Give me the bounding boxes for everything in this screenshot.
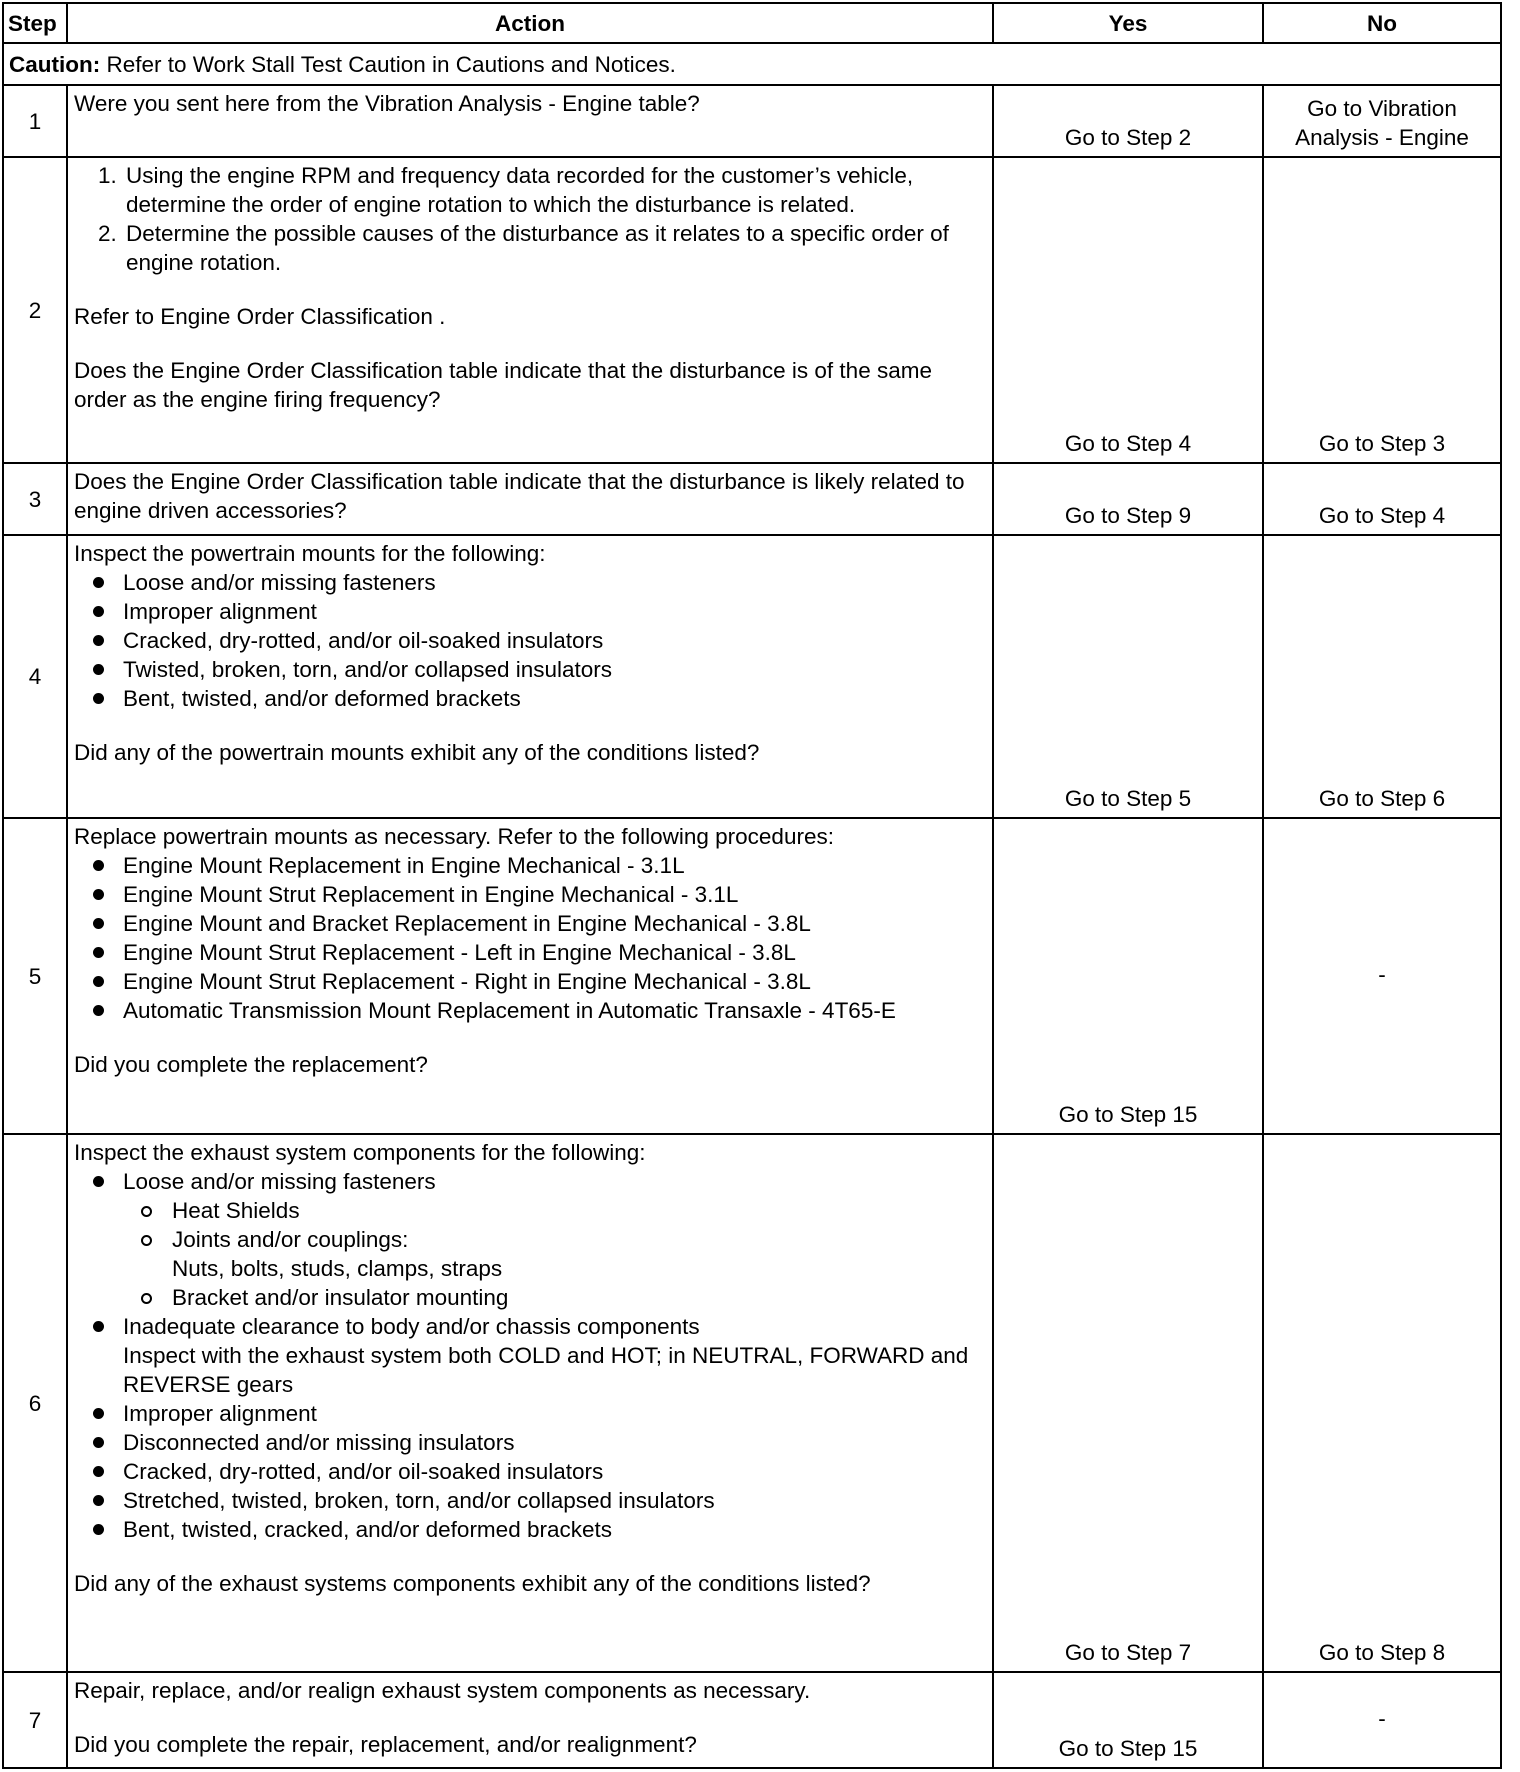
no-result: Go to Step 6 [1263,535,1501,818]
table-row [3,463,1501,535]
list-item: Engine Mount Strut Replacement - Right in Engine Mechanical - 3.8L [74,967,986,996]
caution-row [3,43,1501,85]
list-item: Automatic Transmission Mount Replacement in Automatic Transaxle - 4T65-E [74,996,986,1025]
header-action: Action [67,3,993,43]
list-item: Engine Mount Strut Replacement - Left in Engine Mechanical - 3.8L [74,938,986,967]
sub-list-item [123,1225,986,1283]
sub-list-item-label: Joints and/or couplings: [172,1227,409,1252]
list-item: 2. Determine the possible causes of the disturbance as it relates to a specific order of engine rotation. [123,219,986,277]
step-action [67,535,993,818]
step-number: 1 [3,85,67,157]
step-action [67,157,993,463]
question-text: Were you sent here from the Vibration Analysis - Engine table? [74,91,700,116]
list-item: Disconnected and/or missing insulators [74,1428,986,1457]
sub-list-detail: Nuts, bolts, studs, clamps, straps [172,1256,503,1281]
table-row [3,1134,1501,1672]
list-item [74,1312,986,1399]
intro-text: Replace powertrain mounts as necessary. Refer to the following procedures: [74,824,834,849]
no-result: Go to Step 4 [1263,463,1501,535]
step-action [67,463,993,535]
question-text: Does the Engine Order Classification table indicate that the disturbance is likely related to engine driven accessories? [74,469,965,523]
list-item: Stretched, twisted, broken, torn, and/or collapsed insulators [74,1486,986,1515]
caution-text: Refer to Work Stall Test Caution in Cautions and Notices. [100,51,676,77]
sub-list-item: Bracket and/or insulator mounting [123,1283,986,1312]
diagnostic-table [2,2,1502,1769]
bullet-list [74,851,986,1025]
step-number: 4 [3,535,67,818]
list-item [74,1167,986,1312]
table-row [3,157,1501,463]
caution-cell [3,43,1501,85]
list-item: 1. Using the engine RPM and frequency data recorded for the customer’s vehicle, determine the order of engine rotation to which the disturbance is related. [123,161,986,219]
no-result: Go to Step 3 [1263,157,1501,463]
no-result: Go to Step 8 [1263,1134,1501,1672]
bullet-list [74,1167,986,1544]
no-result: Go to Vibration Analysis - Engine [1263,85,1501,157]
sub-list-item: Heat Shields [123,1196,986,1225]
yes-result: Go to Step 15 [993,1672,1263,1768]
table-row [3,85,1501,157]
yes-result: Go to Step 7 [993,1134,1263,1672]
question-text: Does the Engine Order Classification table indicate that the disturbance is of the same order as the engine firing frequency? [74,358,932,412]
no-result: - [1263,1672,1501,1768]
intro-text: Repair, replace, and/or realign exhaust system components as necessary. [74,1678,811,1703]
list-item: Loose and/or missing fasteners [74,568,986,597]
step-number: 5 [3,818,67,1134]
header-row [3,3,1501,43]
step-number: 2 [3,157,67,463]
header-no: No [1263,3,1501,43]
numbered-list [74,161,986,277]
step-number: 6 [3,1134,67,1672]
yes-result: Go to Step 2 [993,85,1263,157]
list-item: Cracked, dry-rotted, and/or oil-soaked insulators [74,626,986,655]
table-row [3,1672,1501,1768]
list-item-detail: Inspect with the exhaust system both COLD and HOT; in NEUTRAL, FORWARD and REVERSE gears [123,1343,969,1397]
list-item: Bent, twisted, and/or deformed brackets [74,684,986,713]
header-yes: Yes [993,3,1263,43]
bullet-list [74,568,986,713]
list-item-label: Inadequate clearance to body and/or chassis components [123,1314,700,1339]
step-action [67,818,993,1134]
list-item: Engine Mount and Bracket Replacement in Engine Mechanical - 3.8L [74,909,986,938]
sub-list [123,1196,986,1312]
list-item-label: Loose and/or missing fasteners [123,1169,436,1194]
intro-text: Inspect the powertrain mounts for the following: [74,541,546,566]
list-item: Improper alignment [74,1399,986,1428]
step-action [67,85,993,157]
yes-result: Go to Step 4 [993,157,1263,463]
question-text: Did you complete the replacement? [74,1052,428,1077]
step-number: 3 [3,463,67,535]
step-action [67,1134,993,1672]
caution-label: Caution: [9,51,101,77]
refer-text: Refer to Engine Order Classification . [74,304,446,329]
list-item: Twisted, broken, torn, and/or collapsed insulators [74,655,986,684]
intro-text: Inspect the exhaust system components for the following: [74,1140,646,1165]
yes-result: Go to Step 15 [993,818,1263,1134]
list-item: Cracked, dry-rotted, and/or oil-soaked insulators [74,1457,986,1486]
step-number: 7 [3,1672,67,1768]
list-item: Engine Mount Replacement in Engine Mechanical - 3.1L [74,851,986,880]
step-action [67,1672,993,1768]
table-row [3,818,1501,1134]
list-item: Improper alignment [74,597,986,626]
question-text: Did any of the exhaust systems components exhibit any of the conditions listed? [74,1571,871,1596]
list-item: Engine Mount Strut Replacement in Engine Mechanical - 3.1L [74,880,986,909]
list-item: Bent, twisted, cracked, and/or deformed brackets [74,1515,986,1544]
question-text: Did any of the powertrain mounts exhibit any of the conditions listed? [74,740,760,765]
header-step: Step [3,3,67,43]
question-text: Did you complete the repair, replacement, and/or realignment? [74,1732,697,1757]
yes-result: Go to Step 9 [993,463,1263,535]
no-result: - [1263,818,1501,1134]
yes-result: Go to Step 5 [993,535,1263,818]
table-row [3,535,1501,818]
